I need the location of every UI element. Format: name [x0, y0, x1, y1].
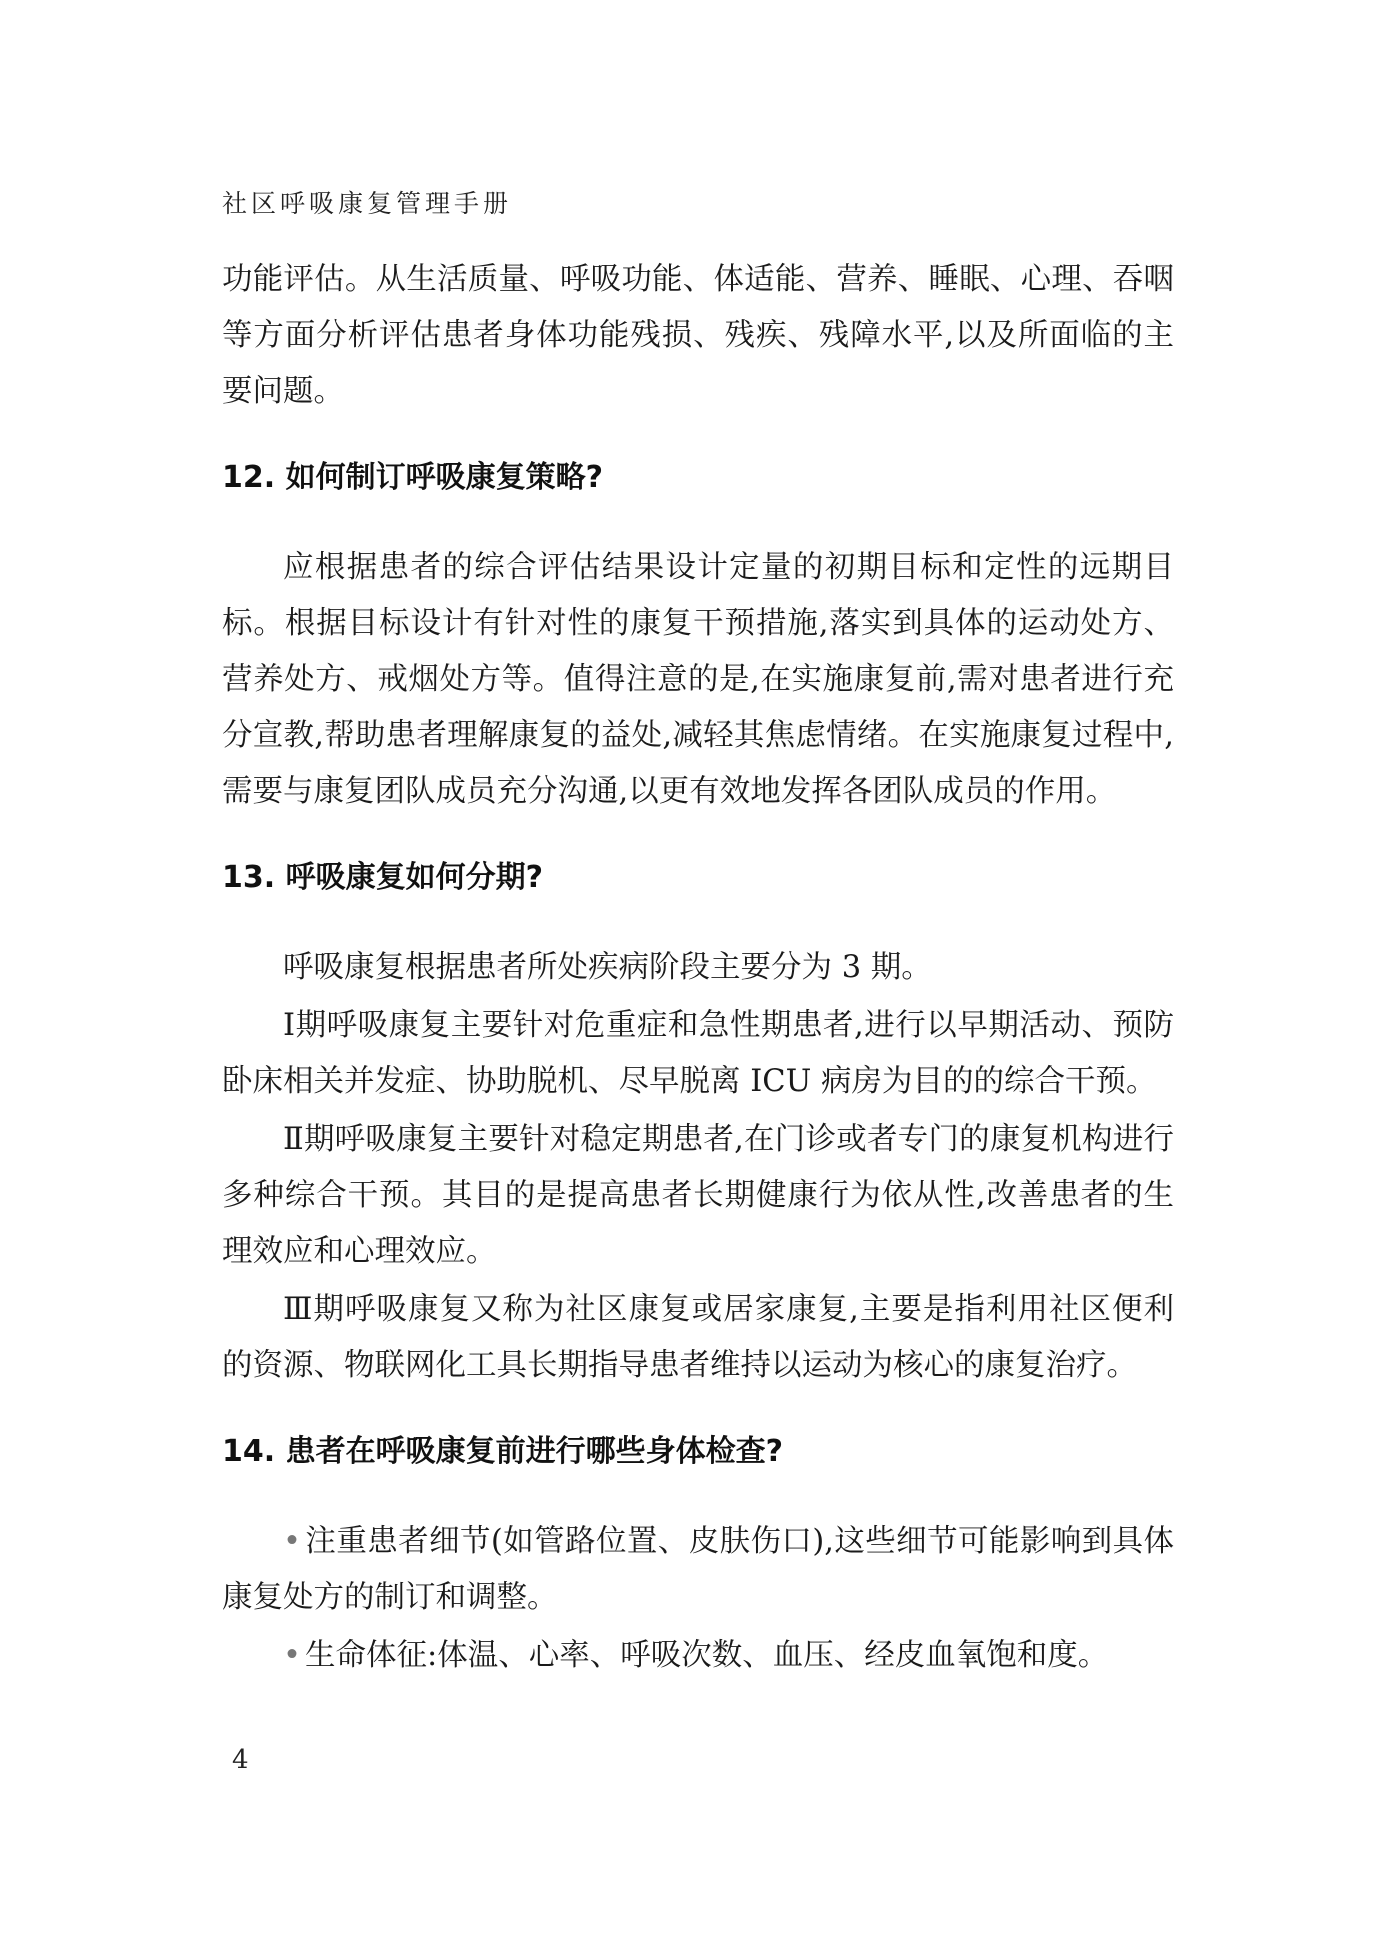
- section-12-heading: 12. 如何制订呼吸康复策略?: [222, 460, 603, 495]
- spacer: [222, 1472, 1174, 1514]
- spacer: [222, 420, 1174, 458]
- bullet-item: [222, 1514, 1174, 1626]
- section-13-heading: 13. 呼吸康复如何分期?: [222, 860, 543, 895]
- section-13-paragraph: Ⅰ期呼吸康复主要针对危重症和急性期患者,进行以早期活动、预防卧床相关并发症、协助脱机、尽早脱离 ICU 病房为目的的综合干预。: [222, 1008, 1174, 1099]
- bullet-text: 注重患者细节(如管路位置、皮肤伤口),这些细节可能影响到具体康复处方的制订和调整。: [222, 1524, 1174, 1615]
- page-content: [222, 252, 1174, 1684]
- bullet-item: [222, 1628, 1174, 1684]
- running-header: 社区呼吸康复管理手册: [222, 189, 513, 218]
- section-14-heading: 14. 患者在呼吸康复前进行哪些身体检查?: [222, 1434, 783, 1469]
- spacer: [222, 498, 1174, 540]
- intro-paragraph: 功能评估。从生活质量、呼吸功能、体适能、营养、睡眠、心理、吞咽等方面分析评估患者身体功能残损、残疾、残障水平,以及所面临的主要问题。: [222, 262, 1174, 409]
- bullet-icon: •: [283, 1638, 301, 1673]
- bullet-text: 生命体征:体温、心率、呼吸次数、血压、经皮血氧饱和度。: [305, 1638, 1109, 1673]
- bullet-icon: •: [283, 1524, 301, 1559]
- spacer: [222, 1394, 1174, 1432]
- spacer: [222, 820, 1174, 858]
- section-13-paragraph: 呼吸康复根据患者所处疾病阶段主要分为 3 期。: [283, 950, 932, 985]
- section-13-paragraph: Ⅲ期呼吸康复又称为社区康复或居家康复,主要是指利用社区便利的资源、物联网化工具长期指导患者维持以运动为核心的康复治疗。: [222, 1292, 1174, 1383]
- section-13-paragraph: Ⅱ期呼吸康复主要针对稳定期患者,在门诊或者专门的康复机构进行多种综合干预。其目的是提高患者长期健康行为依从性,改善患者的生理效应和心理效应。: [222, 1122, 1174, 1269]
- page-number: 4: [232, 1745, 249, 1775]
- section-12-paragraph: 应根据患者的综合评估结果设计定量的初期目标和定性的远期目标。根据目标设计有针对性的康复干预措施,落实到具体的运动处方、营养处方、戒烟处方等。值得注意的是,在实施康复前,需对患者进行充分宣教,帮助患者理解康复的益处,减轻其焦虑情绪。在实施康复过程中,需要与康复团队成员充分沟通,以更有效地发挥各团队成员的作用。: [222, 550, 1174, 809]
- spacer: [222, 898, 1174, 940]
